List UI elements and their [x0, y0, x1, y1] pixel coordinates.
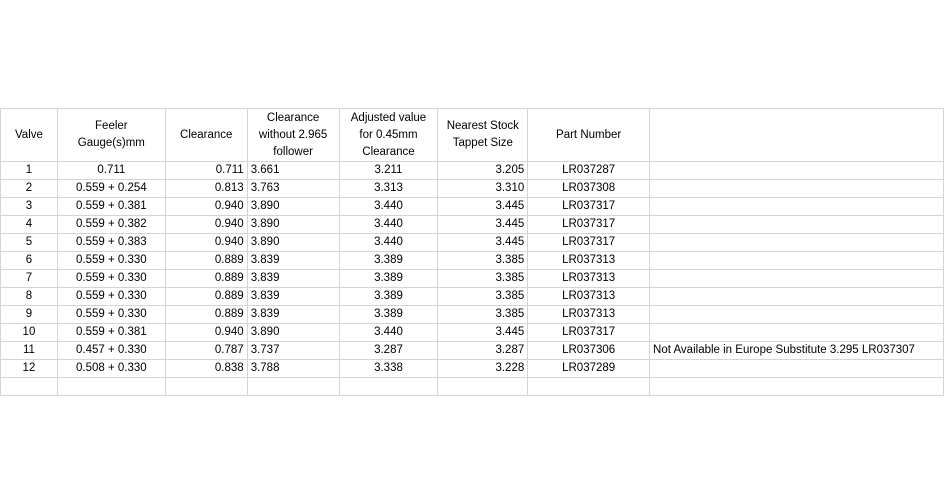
cell-feeler-gauge[interactable]: 0.457 + 0.330	[57, 342, 165, 360]
cell-nearest-stock[interactable]	[438, 378, 528, 396]
cell-clearance[interactable]: 0.813	[165, 180, 247, 198]
cell-clearance-without-follower[interactable]: 3.839	[247, 270, 339, 288]
cell-clearance[interactable]: 0.838	[165, 360, 247, 378]
cell-note[interactable]	[650, 252, 944, 270]
cell-valve[interactable]: 3	[1, 198, 58, 216]
table-row	[1, 252, 944, 270]
cell-valve[interactable]: 10	[1, 324, 58, 342]
header-clearance-without-follower[interactable]: Clearance without 2.965 follower	[247, 109, 339, 162]
cell-valve[interactable]: 4	[1, 216, 58, 234]
table-row	[1, 360, 944, 378]
cell-adjusted-value[interactable]: 3.287	[339, 342, 438, 360]
cell-note[interactable]	[650, 270, 944, 288]
cell-note[interactable]	[650, 180, 944, 198]
header-clearance[interactable]: Clearance	[165, 109, 247, 162]
cell-feeler-gauge[interactable]: 0.559 + 0.381	[57, 324, 165, 342]
cell-valve[interactable]: 6	[1, 252, 58, 270]
cell-clearance-without-follower[interactable]: 3.890	[247, 198, 339, 216]
cell-feeler-gauge[interactable]: 0.559 + 0.254	[57, 180, 165, 198]
cell-note[interactable]	[650, 360, 944, 378]
header-note[interactable]	[650, 109, 944, 162]
cell-feeler-gauge[interactable]: 0.559 + 0.330	[57, 288, 165, 306]
cell-clearance-without-follower[interactable]: 3.839	[247, 306, 339, 324]
table-row	[1, 162, 944, 180]
cell-valve[interactable]: 1	[1, 162, 58, 180]
cell-clearance[interactable]: 0.940	[165, 216, 247, 234]
cell-part-number[interactable]: LR037313	[528, 306, 650, 324]
cell-feeler-gauge[interactable]: 0.559 + 0.330	[57, 306, 165, 324]
cell-feeler-gauge[interactable]	[57, 378, 165, 396]
cell-part-number[interactable]: LR037308	[528, 180, 650, 198]
cell-clearance[interactable]	[165, 378, 247, 396]
cell-note[interactable]	[650, 288, 944, 306]
cell-note[interactable]	[650, 306, 944, 324]
cell-note[interactable]	[650, 162, 944, 180]
cell-note[interactable]	[650, 324, 944, 342]
cell-valve[interactable]: 9	[1, 306, 58, 324]
cell-part-number[interactable]: LR037313	[528, 288, 650, 306]
header-row	[1, 109, 944, 162]
spreadsheet	[0, 108, 944, 396]
cell-note[interactable]	[650, 234, 944, 252]
cell-part-number[interactable]	[528, 378, 650, 396]
cell-adjusted-value[interactable]: 3.389	[339, 270, 438, 288]
cell-feeler-gauge[interactable]: 0.559 + 0.383	[57, 234, 165, 252]
cell-clearance[interactable]: 0.889	[165, 270, 247, 288]
cell-clearance-without-follower[interactable]: 3.839	[247, 252, 339, 270]
cell-nearest-stock[interactable]: 3.310	[438, 180, 528, 198]
table-row	[1, 216, 944, 234]
cell-feeler-gauge[interactable]: 0.559 + 0.330	[57, 252, 165, 270]
cell-valve[interactable]: 11	[1, 342, 58, 360]
cell-part-number[interactable]: LR037306	[528, 342, 650, 360]
cell-note[interactable]: Not Available in Europe Substitute 3.295 LR037307	[650, 342, 944, 360]
cell-clearance[interactable]: 0.940	[165, 198, 247, 216]
cell-nearest-stock[interactable]: 3.228	[438, 360, 528, 378]
cell-part-number[interactable]: LR037317	[528, 324, 650, 342]
cell-clearance[interactable]: 0.889	[165, 252, 247, 270]
cell-nearest-stock[interactable]: 3.385	[438, 306, 528, 324]
cell-part-number[interactable]: LR037317	[528, 216, 650, 234]
cell-adjusted-value[interactable]: 3.440	[339, 324, 438, 342]
cell-note[interactable]	[650, 378, 944, 396]
cell-valve[interactable]: 7	[1, 270, 58, 288]
cell-valve[interactable]: 5	[1, 234, 58, 252]
cell-clearance-without-follower[interactable]	[247, 378, 339, 396]
cell-note[interactable]	[650, 216, 944, 234]
table-row	[1, 288, 944, 306]
cell-clearance-without-follower[interactable]: 3.737	[247, 342, 339, 360]
table-row	[1, 180, 944, 198]
cell-clearance-without-follower[interactable]: 3.661	[247, 162, 339, 180]
cell-clearance[interactable]: 0.889	[165, 306, 247, 324]
cell-part-number[interactable]: LR037287	[528, 162, 650, 180]
table-row	[1, 324, 944, 342]
cell-feeler-gauge[interactable]: 0.711	[57, 162, 165, 180]
table-row	[1, 378, 944, 396]
cell-feeler-gauge[interactable]: 0.508 + 0.330	[57, 360, 165, 378]
cell-valve[interactable]	[1, 378, 58, 396]
table-row	[1, 270, 944, 288]
cell-clearance[interactable]: 0.711	[165, 162, 247, 180]
cell-feeler-gauge[interactable]: 0.559 + 0.381	[57, 198, 165, 216]
cell-nearest-stock[interactable]: 3.385	[438, 270, 528, 288]
cell-clearance[interactable]: 0.889	[165, 288, 247, 306]
cell-adjusted-value[interactable]: 3.313	[339, 180, 438, 198]
cell-nearest-stock[interactable]: 3.445	[438, 234, 528, 252]
cell-valve[interactable]: 8	[1, 288, 58, 306]
table-row	[1, 342, 944, 360]
cell-clearance[interactable]: 0.787	[165, 342, 247, 360]
cell-clearance-without-follower[interactable]: 3.763	[247, 180, 339, 198]
cell-part-number[interactable]: LR037289	[528, 360, 650, 378]
cell-valve[interactable]: 2	[1, 180, 58, 198]
cell-nearest-stock[interactable]: 3.445	[438, 324, 528, 342]
cell-adjusted-value[interactable]: 3.211	[339, 162, 438, 180]
cell-part-number[interactable]: LR037317	[528, 198, 650, 216]
cell-adjusted-value[interactable]: 3.440	[339, 216, 438, 234]
cell-part-number[interactable]: LR037313	[528, 252, 650, 270]
header-valve[interactable]: Valve	[1, 109, 58, 162]
cell-nearest-stock[interactable]: 3.445	[438, 198, 528, 216]
cell-nearest-stock[interactable]: 3.205	[438, 162, 528, 180]
header-part-number[interactable]: Part Number	[528, 109, 650, 162]
cell-clearance-without-follower[interactable]: 3.890	[247, 234, 339, 252]
cell-adjusted-value[interactable]: 3.389	[339, 306, 438, 324]
header-nearest-stock[interactable]: Nearest Stock Tappet Size	[438, 109, 528, 162]
cell-nearest-stock[interactable]: 3.385	[438, 288, 528, 306]
cell-clearance[interactable]: 0.940	[165, 324, 247, 342]
cell-clearance-without-follower[interactable]: 3.788	[247, 360, 339, 378]
cell-valve[interactable]: 12	[1, 360, 58, 378]
cell-clearance[interactable]: 0.940	[165, 234, 247, 252]
valve-clearance-table	[0, 108, 944, 396]
cell-nearest-stock[interactable]: 3.445	[438, 216, 528, 234]
cell-clearance-without-follower[interactable]: 3.839	[247, 288, 339, 306]
header-adjusted-value[interactable]: Adjusted value for 0.45mm Clearance	[339, 109, 438, 162]
cell-part-number[interactable]: LR037317	[528, 234, 650, 252]
cell-clearance-without-follower[interactable]: 3.890	[247, 324, 339, 342]
cell-clearance-without-follower[interactable]: 3.890	[247, 216, 339, 234]
cell-feeler-gauge[interactable]: 0.559 + 0.382	[57, 216, 165, 234]
cell-feeler-gauge[interactable]: 0.559 + 0.330	[57, 270, 165, 288]
cell-adjusted-value[interactable]: 3.440	[339, 198, 438, 216]
cell-adjusted-value[interactable]: 3.440	[339, 234, 438, 252]
cell-adjusted-value[interactable]: 3.389	[339, 252, 438, 270]
table-row	[1, 198, 944, 216]
cell-adjusted-value[interactable]: 3.389	[339, 288, 438, 306]
cell-nearest-stock[interactable]: 3.287	[438, 342, 528, 360]
cell-nearest-stock[interactable]: 3.385	[438, 252, 528, 270]
header-feeler-gauge[interactable]: Feeler Gauge(s)mm	[57, 109, 165, 162]
cell-part-number[interactable]: LR037313	[528, 270, 650, 288]
table-row	[1, 306, 944, 324]
table-row	[1, 234, 944, 252]
cell-adjusted-value[interactable]: 3.338	[339, 360, 438, 378]
cell-note[interactable]	[650, 198, 944, 216]
cell-adjusted-value[interactable]	[339, 378, 438, 396]
